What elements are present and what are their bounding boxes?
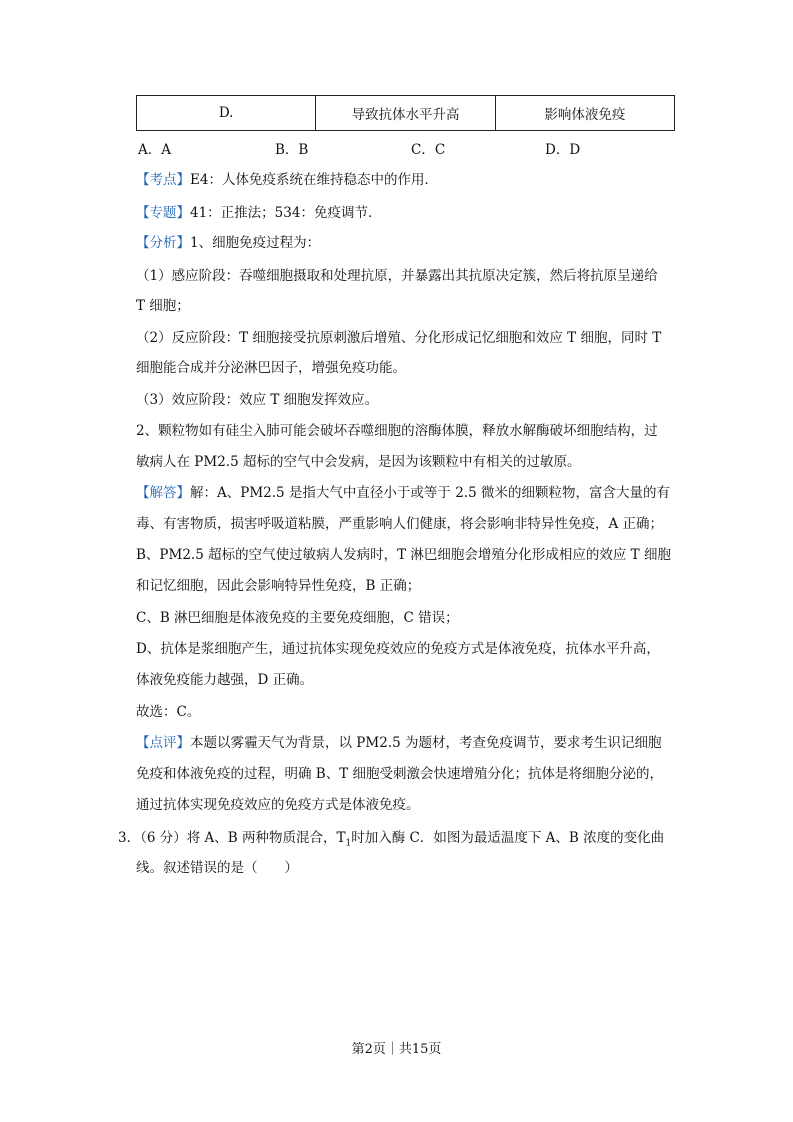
fenxi-line: 敏病人在 PM2.5 超标的空气中会发病，是因为该颗粒中有相关的过敏原。 <box>136 454 581 470</box>
jieda-tag: 【解答】 <box>136 485 190 501</box>
page-footer: 第2页｜共15页 <box>351 1042 442 1057</box>
fenxi-line: （3）效应阶段：效应 T 细胞发挥效应。 <box>136 392 379 408</box>
dianping-line <box>136 733 661 753</box>
fenxi-line: 细胞能合成并分泌淋巴因子，增强免疫功能。 <box>136 360 406 376</box>
jieda-line: B、PM2.5 超标的空气使过敏病人发病时，T 淋巴细胞会增殖分化形成相应的效应 T 细胞 <box>136 547 671 563</box>
zhuanti-tag: 【专题】 <box>136 205 190 221</box>
jieda-line: 和记忆细胞，因此会影响特异性免疫，B 正确； <box>136 578 421 594</box>
choice-b: B．B <box>275 142 309 158</box>
choice-d: D．D <box>545 142 581 158</box>
fenxi-line: 2、颗粒物如有硅尘入肺可能会破坏吞噬细胞的溶酶体膜，释放水解酶破坏细胞结构，过 <box>136 423 658 439</box>
question-3-prefix: 3．（6 分）将 A、B 两种物质混合，T <box>118 830 346 846</box>
jieda-line: 故选：C。 <box>136 704 201 720</box>
jieda-line: 毒、有害物质，损害呼吸道粘膜，严重影响人们健康，将会影响非特异性免疫，A 正确； <box>136 516 664 532</box>
question-3-line2: 线。叙述错误的是（ ） <box>136 860 298 876</box>
choice-a: A．A <box>138 142 171 158</box>
zhuanti-text: 41：正推法；534：免疫调节． <box>190 205 382 221</box>
fenxi-line: （1）感应阶段：吞噬细胞摄取和处理抗原，并暴露出其抗原决定簇，然后将抗原呈递给 <box>136 268 658 284</box>
table-cell: 影响体液免疫 <box>495 96 674 131</box>
question-3-stem <box>118 828 664 854</box>
fenxi-line: T 细胞； <box>136 298 190 314</box>
table-cell: D. <box>137 96 316 131</box>
fenxi-line: （2）反应阶段：T 细胞接受抗原刺激后增殖、分化形成记忆细胞和效应 T 细胞，同时 T <box>136 330 662 346</box>
table-row <box>137 96 675 131</box>
dianping-line: 免疫和体液免疫的过程，明确 B、T 细胞受刺激会快速增殖分化；抗体是将细胞分泌的， <box>136 766 664 782</box>
kaodian-line <box>136 170 438 190</box>
dianping-line: 通过抗体实现免疫效应的免疫方式是体液免疫。 <box>136 797 420 813</box>
dianping-text: 本题以雾霾天气为背景，以 PM2.5 为题材，考查免疫调节，要求考生识记细胞 <box>190 735 662 751</box>
jieda-text: 解：A、PM2.5 是指大气中直径小于或等于 2.5 微米的细颗粒物，富含大量的有 <box>190 485 670 501</box>
fenxi-line <box>136 233 320 253</box>
jieda-line: 体液免疫能力越强，D 正确。 <box>136 672 314 688</box>
options-table <box>136 95 675 131</box>
jieda-line: D、抗体是浆细胞产生，通过抗体实现免疫效应的免疫方式是体液免疫，抗体水平升高， <box>136 641 660 657</box>
kaodian-text: E4：人体免疫系统在维持稳态中的作用． <box>190 172 438 188</box>
question-3-subscript: 1 <box>345 838 352 849</box>
fenxi-text: 1、细胞免疫过程为： <box>190 235 321 251</box>
dianping-tag: 【点评】 <box>136 735 190 751</box>
jieda-line: C、B 淋巴细胞是体液免疫的主要免疫细胞，C 错误； <box>136 610 459 626</box>
kaodian-tag: 【考点】 <box>136 172 190 188</box>
table-cell: 导致抗体水平升高 <box>316 96 495 131</box>
jieda-line <box>136 483 670 503</box>
answer-choices <box>138 138 698 158</box>
fenxi-tag: 【分析】 <box>136 235 190 251</box>
zhuanti-line <box>136 203 381 223</box>
question-3-suffix: 时加入酶 C．如图为最适温度下 A、B 浓度的变化曲 <box>351 830 665 846</box>
choice-c: C．C <box>411 142 446 158</box>
